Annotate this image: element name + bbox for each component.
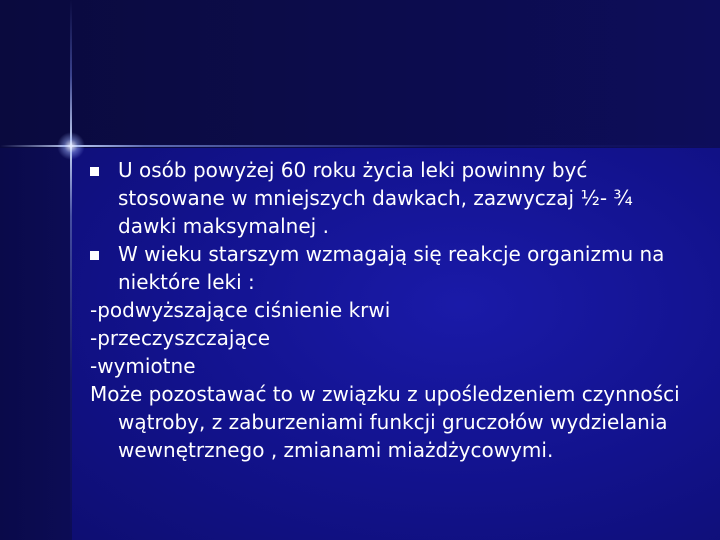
closing-paragraph: Może pozostawać to w związku z upośledzeniem czynności wątroby, z zaburzeniami funkcji gruczołów wydzielania wewnętrznego , zmianami miażdżycowymi. bbox=[90, 382, 680, 462]
slide-background-top bbox=[0, 0, 720, 148]
list-line-3: -wymiotne bbox=[90, 354, 196, 378]
square-bullet-icon bbox=[90, 167, 99, 176]
bullet-text-1: U osób powyżej 60 roku życia leki powinny być stosowane w mniejszych dawkach, zazwyczaj ½- ¾ dawki maksymalnej . bbox=[118, 158, 633, 238]
bullet-item-2 bbox=[90, 240, 690, 296]
list-line-1: -podwyższające ciśnienie krwi bbox=[90, 298, 391, 322]
list-line-2: -przeczyszczające bbox=[90, 326, 271, 350]
slide-content bbox=[90, 156, 690, 464]
sparkle-horizontal-line bbox=[0, 145, 720, 147]
sparkle-vertical-line bbox=[70, 0, 72, 540]
bullet-text-2: W wieku starszym wzmagają się reakcje organizmu na niektóre leki : bbox=[118, 242, 665, 294]
square-bullet-icon bbox=[90, 251, 99, 260]
sparkle-star-icon bbox=[57, 132, 85, 160]
bullet-item-1 bbox=[90, 156, 690, 240]
slide-background-left bbox=[0, 148, 72, 540]
